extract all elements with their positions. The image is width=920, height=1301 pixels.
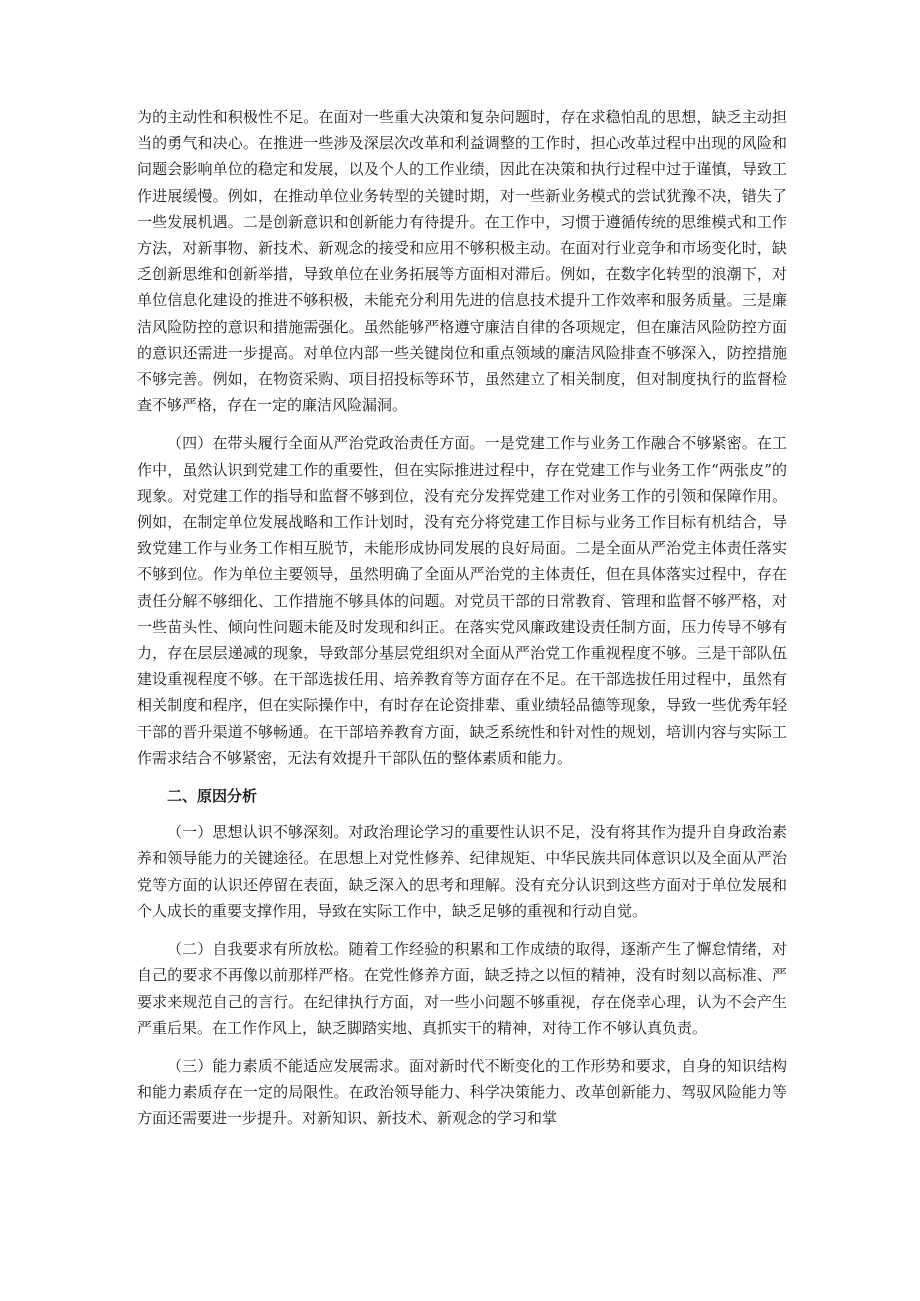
paragraph-cause-three: （三）能力素质不能适应发展需求。面对新时代不断变化的工作形势和要求，自身的知识结构和能力素质存在一定的局限性。在政治领导能力、科学决策能力、改革创新能力、驾驭风险能力等方面还需要进一步提升。对新知识、新技术、新观念的学习和掌 xyxy=(137,1056,787,1128)
paragraph-cause-two: （二）自我要求有所放松。随着工作经验的积累和工作成绩的取得，逐渐产生了懈怠情绪，对自己的要求不再像以前那样严格。在党性修养方面，缺乏持之以恒的精神，没有时刻以高标准、严要求来规范自己的言行。在纪律执行方面，对一些小问题不够重视，存在侥幸心理，认为不会产生严重后果。在工作作风上，缺乏脚踏实地、真抓实干的精神，对待工作不够认真负责。 xyxy=(137,940,787,1037)
section-heading-cause-analysis: 二、原因分析 xyxy=(167,787,258,806)
document-page xyxy=(137,104,787,1144)
paragraph-continuation: 为的主动性和积极性不足。在面对一些重大决策和复杂问题时，存在求稳怕乱的思想，缺乏主动担当的勇气和决心。在推进一些涉及深层次改革和利益调整的工作时，担心改革过程中出现的风险和问题会影响单位的稳定和发展，以及个人的工作业绩，因此在决策和执行过程中过于谨慎，导致工作进展缓慢。例如，在推动单位业务转型的关键时期，对一些新业务模式的尝试犹豫不决，错失了一些发展机遇。二是创新意识和创新能力有待提升。在工作中，习惯于遵循传统的思维模式和工作方法，对新事物、新技术、新观念的接受和应用不够积极主动。在面对行业竞争和市场变化时，缺乏创新思维和创新举措，导致单位在业务拓展等方面相对滞后。例如，在数字化转型的浪潮下，对单位信息化建设的推进不够积极，未能充分利用先进的信息技术提升工作效率和服务质量。三是廉洁风险防控的意识和措施需强化。虽然能够严格遵守廉洁自律的各项规定，但在廉洁风险防控方面的意识还需进一步提高。对单位内部一些关键岗位和重点领域的廉洁风险排查不够深入，防控措施不够完善。例如，在物资采购、项目招投标等环节，虽然建立了相关制度，但对制度执行的监督检查不够严格，存在一定的廉洁风险漏洞。 xyxy=(137,108,787,415)
paragraph-section-four: （四）在带头履行全面从严治党政治责任方面。一是党建工作与业务工作融合不够紧密。在工作中，虽然认识到党建工作的重要性，但在实际推进过程中，存在党建工作与业务工作“两张皮”的现象。对党建工作的指导和监督不够到位，没有充分发挥党建工作对业务工作的引领和保障作用。例如，在制定单位发展战略和工作计划时，没有充分将党建工作目标与业务工作目标有机结合，导致党建工作与业务工作相互脱节，未能形成协同发展的良好局面。二是全面从严治党主体责任落实不够到位。作为单位主要领导，虽然明确了全面从严治党的主体责任，但在具体落实过程中，存在责任分解不够细化、工作措施不够具体的问题。对党员干部的日常教育、管理和监督不够严格，对一些苗头性、倾向性问题未能及时发现和纠正。在落实党风廉政建设责任制方面，压力传导不够有力，存在层层递减的现象，导致部分基层党组织对全面从严治党工作重视程度不够。三是干部队伍建设重视程度不够。在干部选拔任用、培养教育等方面存在不足。在干部选拔任用过程中，虽然有相关制度和程序，但在实际操作中，有时存在论资排辈、重业绩轻品德等现象，导致一些优秀年轻干部的晋升渠道不够畅通。在干部培养教育方面，缺乏系统性和针对性的规划，培训内容与实际工作需求结合不够紧密，无法有效提升干部队伍的整体素质和能力。 xyxy=(137,434,787,767)
paragraph-cause-one: （一）思想认识不够深刻。对政治理论学习的重要性认识不足，没有将其作为提升自身政治素养和领导能力的关键途径。在思想上对党性修养、纪律规矩、中华民族共同体意识以及全面从严治党等方面的认识还停留在表面，缺乏深入的思考和理解。没有充分认识到这些方面对于单位发展和个人成长的重要支撑作用，导致在实际工作中，缺乏足够的重视和行动自觉。 xyxy=(137,823,787,920)
